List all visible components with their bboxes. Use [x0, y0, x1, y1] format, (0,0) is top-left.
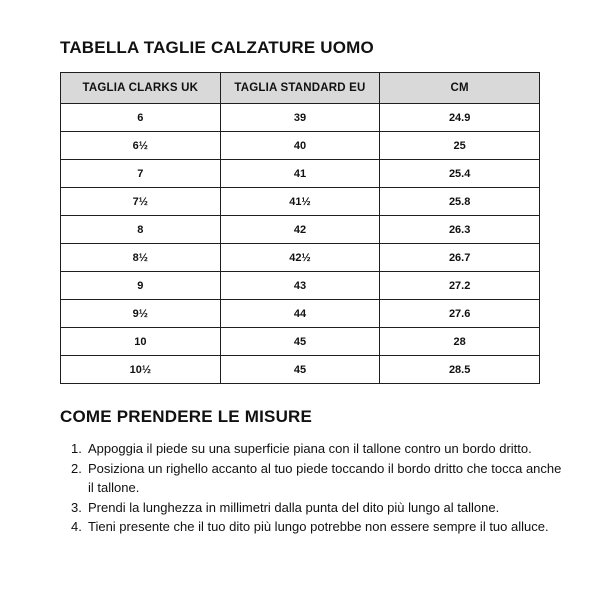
cell-cm-size: 25.8 [380, 188, 540, 216]
cell-uk-size: 7 [61, 160, 221, 188]
instruction-item [71, 498, 563, 518]
cell-eu-size: 45 [220, 356, 380, 384]
cell-cm-size: 24.9 [380, 104, 540, 132]
cell-cm-size: 27.2 [380, 272, 540, 300]
cell-cm-size: 25 [380, 132, 540, 160]
cell-uk-size: 6½ [61, 132, 221, 160]
cell-eu-size: 41½ [220, 188, 380, 216]
cell-uk-size: 8 [61, 216, 221, 244]
cell-eu-size: 41 [220, 160, 380, 188]
cell-eu-size: 39 [220, 104, 380, 132]
instruction-item [71, 459, 563, 498]
instruction-text: Posiziona un righello accanto al tuo piede toccando il bordo dritto che tocca anche il tallone. [88, 460, 562, 495]
cell-cm-size: 27.6 [380, 300, 540, 328]
size-row [61, 244, 540, 272]
cell-cm-size: 28 [380, 328, 540, 356]
size-row [61, 216, 540, 244]
column-header-standard-eu: TAGLIA STANDARD EU [220, 73, 380, 104]
cell-uk-size: 10½ [61, 356, 221, 384]
cell-uk-size: 8½ [61, 244, 221, 272]
size-table-header-row [61, 73, 540, 104]
instruction-list [71, 439, 563, 537]
page-title: TABELLA TAGLIE CALZATURE UOMO [60, 38, 374, 57]
cell-uk-size: 9 [61, 272, 221, 300]
size-row [61, 300, 540, 328]
cell-uk-size: 6 [61, 104, 221, 132]
size-row [61, 188, 540, 216]
cell-uk-size: 10 [61, 328, 221, 356]
cell-cm-size: 25.4 [380, 160, 540, 188]
cell-eu-size: 42½ [220, 244, 380, 272]
size-row [61, 328, 540, 356]
size-row [61, 272, 540, 300]
cell-eu-size: 44 [220, 300, 380, 328]
cell-uk-size: 7½ [61, 188, 221, 216]
column-header-cm: CM [380, 73, 540, 104]
cell-eu-size: 43 [220, 272, 380, 300]
cell-eu-size: 45 [220, 328, 380, 356]
cell-cm-size: 26.7 [380, 244, 540, 272]
instruction-text: Prendi la lunghezza in millimetri dalla punta del dito più lungo al tallone. [88, 499, 500, 515]
instruction-text: Tieni presente che il tuo dito più lungo potrebbe non essere sempre il tuo alluce. [88, 519, 549, 534]
size-row [61, 104, 540, 132]
cell-eu-size: 42 [220, 216, 380, 244]
cell-eu-size: 40 [220, 132, 380, 160]
size-row [61, 132, 540, 160]
size-table [60, 72, 540, 384]
cell-cm-size: 28.5 [380, 356, 540, 384]
instruction-number: 1. [71, 441, 82, 456]
size-row [61, 160, 540, 188]
instruction-item [71, 439, 563, 459]
cell-uk-size: 9½ [61, 300, 221, 328]
instruction-text: Appoggia il piede su una superficie piana con il tallone contro un bordo dritto. [88, 441, 532, 456]
column-header-clarks-uk: TAGLIA CLARKS UK [61, 73, 221, 104]
instruction-item [71, 517, 563, 537]
instruction-number: 3. [71, 499, 82, 515]
instruction-number: 2. [71, 460, 82, 476]
size-row [61, 356, 540, 384]
instructions-title: COME PRENDERE LE MISURE [60, 407, 313, 426]
cell-cm-size: 26.3 [380, 216, 540, 244]
instruction-number: 4. [71, 519, 82, 534]
